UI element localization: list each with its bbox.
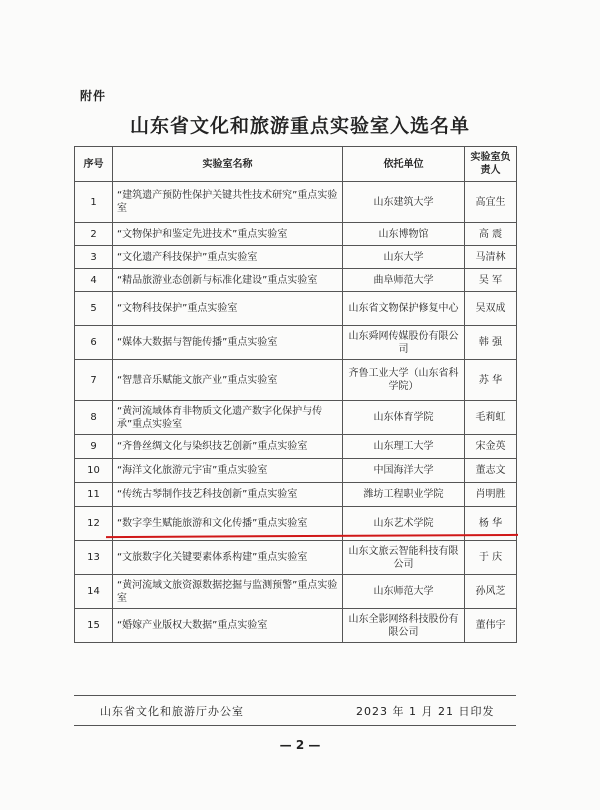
row-person: 肖明胜 xyxy=(465,483,517,507)
issuing-office: 山东省文化和旅游厅办公室 xyxy=(100,705,244,718)
row-lab-name: “建筑遗产预防性保护关键共性技术研究”重点实验室 xyxy=(113,182,343,223)
row-index: 7 xyxy=(75,360,113,401)
row-index: 8 xyxy=(75,401,113,435)
row-host-unit: 山东艺术学院 xyxy=(343,507,465,541)
header-host-unit: 依托单位 xyxy=(343,147,465,182)
table-header-row xyxy=(75,147,517,182)
row-lab-name: “媒体大数据与智能传播”重点实验室 xyxy=(113,326,343,360)
row-person: 吴 军 xyxy=(465,269,517,292)
header-index: 序号 xyxy=(75,147,113,182)
row-lab-name: “海洋文化旅游元宇宙”重点实验室 xyxy=(113,459,343,483)
row-person: 韩 强 xyxy=(465,326,517,360)
row-host-unit: 山东文旅云智能科技有限公司 xyxy=(343,541,465,575)
table-row xyxy=(75,609,517,643)
row-person: 吴双成 xyxy=(465,292,517,326)
row-person: 高 震 xyxy=(465,223,517,246)
row-index: 1 xyxy=(75,182,113,223)
row-lab-name: “婚嫁产业版权大数据”重点实验室 xyxy=(113,609,343,643)
row-host-unit: 中国海洋大学 xyxy=(343,459,465,483)
row-person: 高宜生 xyxy=(465,182,517,223)
row-index: 6 xyxy=(75,326,113,360)
row-person: 毛莉虹 xyxy=(465,401,517,435)
row-index: 12 xyxy=(75,507,113,541)
row-host-unit: 山东大学 xyxy=(343,246,465,269)
row-person: 宋金英 xyxy=(465,435,517,459)
table-row xyxy=(75,360,517,401)
table-row xyxy=(75,269,517,292)
table-row xyxy=(75,246,517,269)
row-index: 3 xyxy=(75,246,113,269)
row-person: 苏 华 xyxy=(465,360,517,401)
row-host-unit: 山东省文物保护修复中心 xyxy=(343,292,465,326)
row-host-unit: 山东全影网络科技股份有限公司 xyxy=(343,609,465,643)
table-row xyxy=(75,182,517,223)
row-lab-name: “精品旅游业态创新与标准化建设”重点实验室 xyxy=(113,269,343,292)
row-person: 董志文 xyxy=(465,459,517,483)
footer-divider-bottom xyxy=(74,725,516,726)
row-index: 4 xyxy=(75,269,113,292)
row-host-unit: 山东体育学院 xyxy=(343,401,465,435)
row-lab-name: “传统古琴制作技艺科技创新”重点实验室 xyxy=(113,483,343,507)
table-row xyxy=(75,575,517,609)
header-person: 实验室负责人 xyxy=(465,147,517,182)
row-person: 于 庆 xyxy=(465,541,517,575)
row-host-unit: 山东理工大学 xyxy=(343,435,465,459)
table-row xyxy=(75,401,517,435)
row-person: 杨 华 xyxy=(465,507,517,541)
table-row xyxy=(75,541,517,575)
row-host-unit: 山东博物馆 xyxy=(343,223,465,246)
row-lab-name: “文物保护和鉴定先进技术”重点实验室 xyxy=(113,223,343,246)
row-index: 9 xyxy=(75,435,113,459)
row-index: 13 xyxy=(75,541,113,575)
issue-date: 2023 年 1 月 21 日印发 xyxy=(356,705,495,718)
row-index: 11 xyxy=(75,483,113,507)
table-row xyxy=(75,459,517,483)
row-index: 10 xyxy=(75,459,113,483)
table-row xyxy=(75,223,517,246)
page-number: — 2 — xyxy=(279,738,321,752)
row-lab-name: “黄河流域体育非物质文化遗产数字化保护与传承”重点实验室 xyxy=(113,401,343,435)
table-row xyxy=(75,292,517,326)
table-row xyxy=(75,326,517,360)
row-host-unit: 潍坊工程职业学院 xyxy=(343,483,465,507)
row-host-unit: 山东舜网传媒股份有限公司 xyxy=(343,326,465,360)
row-host-unit: 山东建筑大学 xyxy=(343,182,465,223)
row-index: 15 xyxy=(75,609,113,643)
row-host-unit: 曲阜师范大学 xyxy=(343,269,465,292)
row-lab-name: “齐鲁丝绸文化与染织技艺创新”重点实验室 xyxy=(113,435,343,459)
row-host-unit: 山东师范大学 xyxy=(343,575,465,609)
row-lab-name: “黄河流域文旅资源数据挖掘与监测预警”重点实验室 xyxy=(113,575,343,609)
row-lab-name: “数字孪生赋能旅游和文化传播”重点实验室 xyxy=(113,507,343,541)
lab-list-table xyxy=(74,146,517,643)
row-lab-name: “文物科技保护”重点实验室 xyxy=(113,292,343,326)
row-host-unit: 齐鲁工业大学（山东省科学院） xyxy=(343,360,465,401)
attachment-label: 附件 xyxy=(80,89,107,103)
header-lab-name: 实验室名称 xyxy=(113,147,343,182)
row-lab-name: “智慧音乐赋能文旅产业”重点实验室 xyxy=(113,360,343,401)
row-lab-name: “文旅数字化关键要素体系构建”重点实验室 xyxy=(113,541,343,575)
row-index: 14 xyxy=(75,575,113,609)
row-person: 董伟宇 xyxy=(465,609,517,643)
row-lab-name: “文化遗产科技保护”重点实验室 xyxy=(113,246,343,269)
row-index: 5 xyxy=(75,292,113,326)
table-row-highlighted xyxy=(75,483,517,507)
footer-divider-top xyxy=(74,695,516,696)
table-row xyxy=(75,435,517,459)
row-person: 马清林 xyxy=(465,246,517,269)
row-person: 孙风芝 xyxy=(465,575,517,609)
page-title: 山东省文化和旅游重点实验室入选名单 xyxy=(129,115,470,137)
row-index: 2 xyxy=(75,223,113,246)
